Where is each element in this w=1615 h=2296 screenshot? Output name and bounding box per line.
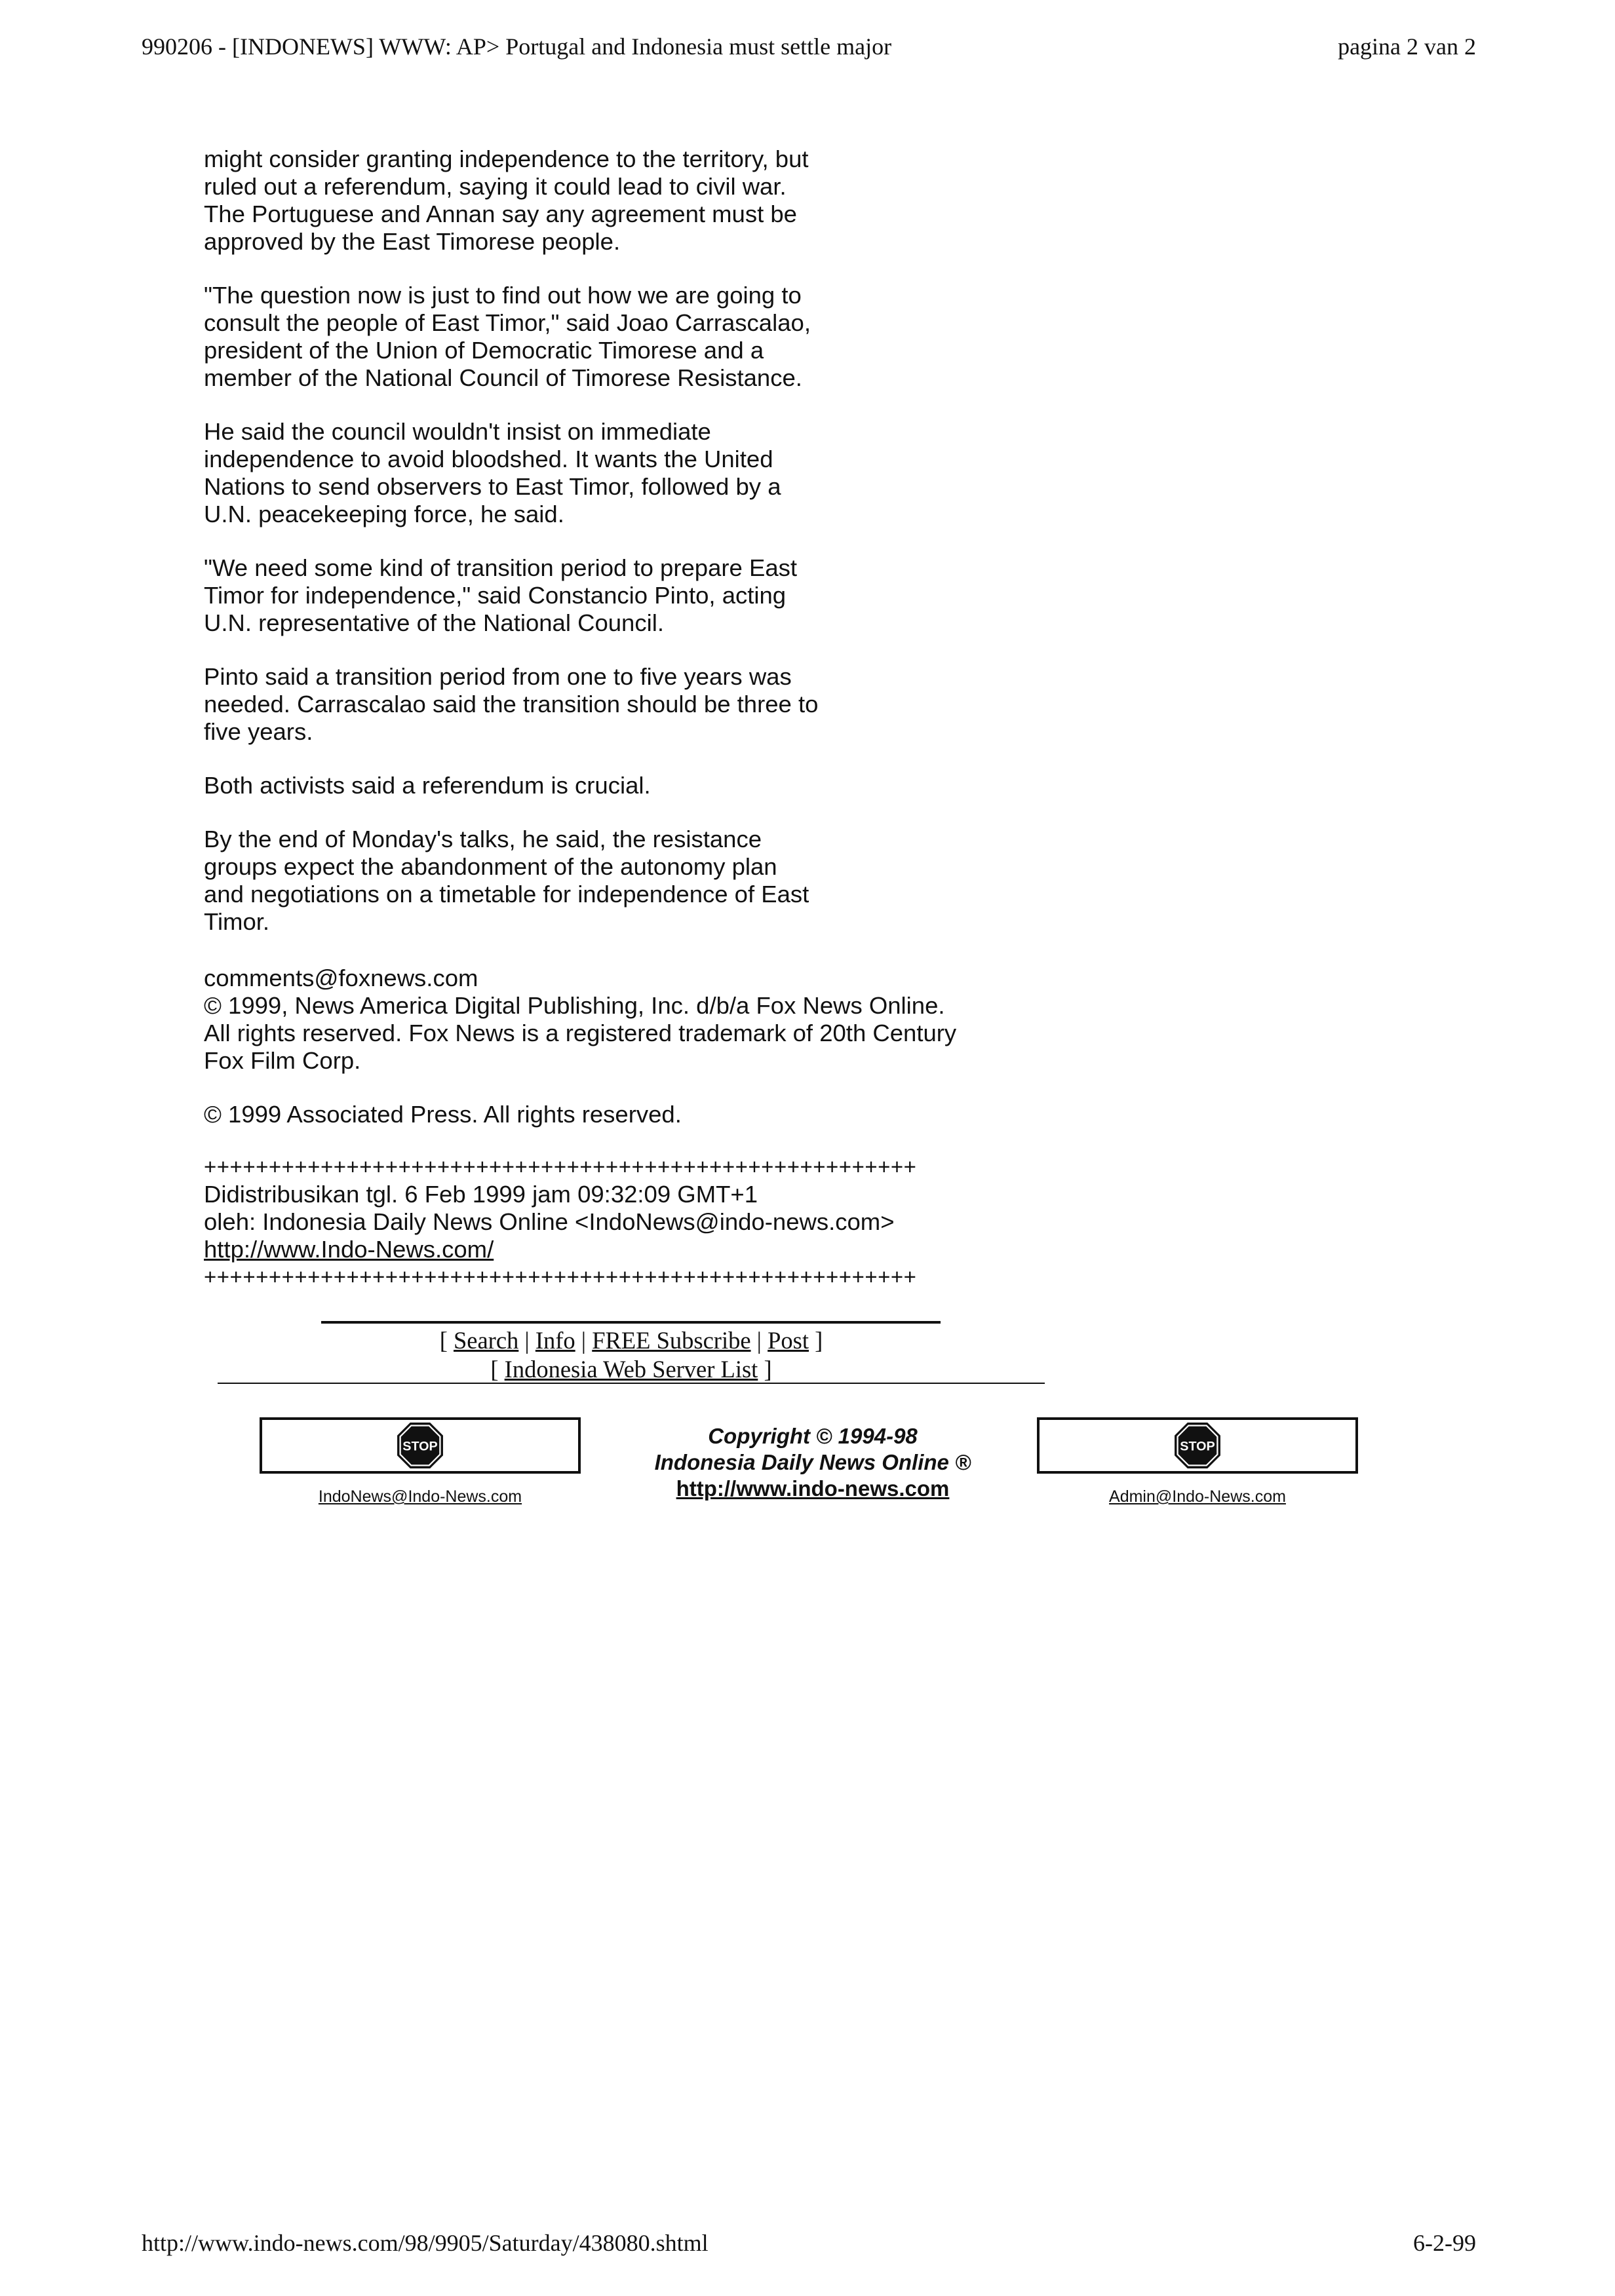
plus-divider-bottom: +++++++++++++++++++++++++++++++++++++++++++++++++++++++	[204, 1265, 917, 1289]
stop-button-right[interactable]	[1037, 1417, 1358, 1474]
site-copyright	[629, 1423, 996, 1502]
contact-email: comments@foxnews.com	[204, 965, 478, 991]
stop-label: STOP	[402, 1439, 438, 1454]
search-link[interactable]: Search	[453, 1327, 519, 1354]
copyright-notes	[204, 965, 1056, 1155]
article-body	[204, 145, 1056, 962]
plus-divider-top: +++++++++++++++++++++++++++++++++++++++++++++++++++++++	[204, 1155, 917, 1179]
indonews-home-link[interactable]: http://www.Indo-News.com/	[204, 1236, 494, 1263]
stop-button-left[interactable]	[260, 1417, 581, 1474]
article-paragraph: might consider granting independence to the territory, but ruled out a referendum, saying it could lead to civil war. The Portuguese and Annan say any agreement must be approved by the East Timorese people.	[204, 145, 809, 255]
bracket: ]	[815, 1327, 823, 1354]
header-title: 990206 - [INDONEWS] WWW: AP> Portugal and Indonesia must settle major	[142, 33, 892, 60]
nav-top-rule	[321, 1321, 941, 1324]
article-paragraph: He said the council wouldn't insist on immediate independence to avoid bloodshed. It wants the United Nations to send observers to East Timor, followed by a U.N. peacekeeping force, he said.	[204, 418, 781, 527]
right-caption	[1037, 1487, 1358, 1506]
distribution-block	[204, 1153, 1056, 1291]
stop-label: STOP	[1180, 1439, 1215, 1454]
footer-date: 6-2-99	[1413, 2230, 1476, 2256]
stop-sign-icon	[1173, 1421, 1222, 1470]
nav-bottom-rule	[218, 1383, 1045, 1384]
nav-links	[218, 1326, 1045, 1384]
server-list-link[interactable]: Indonesia Web Server List	[504, 1356, 758, 1383]
left-caption	[260, 1487, 581, 1506]
distribution-date: Didistribusikan tgl. 6 Feb 1999 jam 09:32:09 GMT+1	[204, 1181, 758, 1208]
bracket: [	[490, 1356, 499, 1383]
admin-email-link[interactable]: Admin@Indo-News.com	[1109, 1487, 1286, 1506]
article-paragraph: Both activists said a referendum is crucial.	[204, 772, 651, 799]
article-paragraph: Pinto said a transition period from one to five years was needed. Carrascalao said the transition should be three to five years.	[204, 663, 819, 745]
bracket: [	[439, 1327, 448, 1354]
separator: |	[524, 1327, 530, 1354]
footer-url: http://www.indo-news.com/98/9905/Saturday/438080.shtml	[142, 2230, 709, 2256]
stop-sign-icon	[395, 1421, 445, 1470]
copyright-line-2: Indonesia Daily News Online ®	[654, 1450, 971, 1474]
foxnews-copyright: © 1999, News America Digital Publishing, Inc. d/b/a Fox News Online. All rights reserved. Fox News is a registered trademark of 20th Century Fox Film Corp.	[204, 992, 957, 1074]
indonews-email-link[interactable]: IndoNews@Indo-News.com	[318, 1487, 522, 1506]
subscribe-link[interactable]: FREE Subscribe	[592, 1327, 751, 1354]
article-paragraph: "We need some kind of transition period to prepare East Timor for independence," said Constancio Pinto, acting U.N. representative of the National Council.	[204, 554, 798, 636]
info-link[interactable]: Info	[535, 1327, 575, 1354]
distribution-by: oleh: Indonesia Daily News Online <IndoNews@indo-news.com>	[204, 1208, 895, 1235]
ap-copyright: © 1999 Associated Press. All rights reserved.	[204, 1101, 682, 1128]
post-link[interactable]: Post	[768, 1327, 809, 1354]
separator: |	[581, 1327, 587, 1354]
bracket: ]	[764, 1356, 772, 1383]
separator: |	[756, 1327, 762, 1354]
header-page-number: pagina 2 van 2	[1338, 33, 1476, 60]
copyright-line-1: Copyright © 1994-98	[708, 1424, 918, 1448]
site-url-link[interactable]: http://www.indo-news.com	[676, 1476, 950, 1501]
article-paragraph: By the end of Monday's talks, he said, the resistance groups expect the abandonment of the autonomy plan and negotiations on a timetable for independence of East Timor.	[204, 826, 809, 935]
article-paragraph: "The question now is just to find out how we are going to consult the people of East Timor," said Joao Carrascalao, president of the Union of Democratic Timorese and a member of the National Council of Timorese Resistance.	[204, 282, 811, 391]
